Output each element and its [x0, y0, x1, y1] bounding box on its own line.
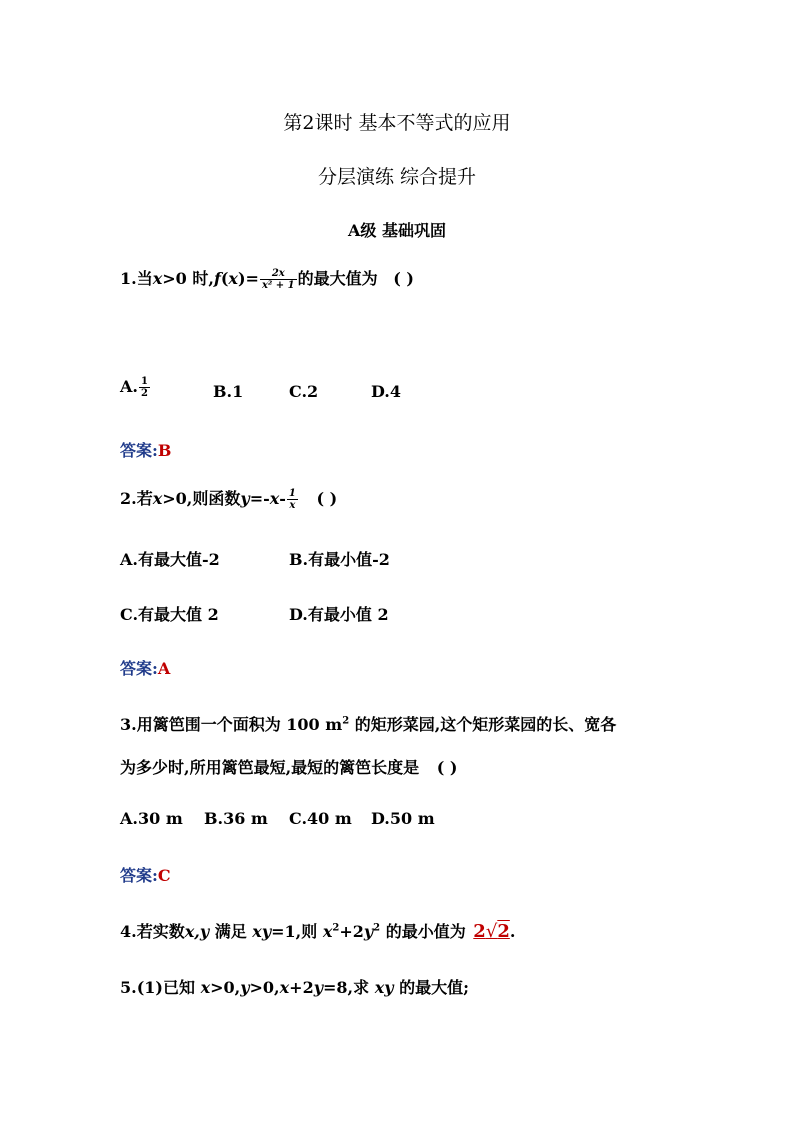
- q2-fraction: [287, 488, 298, 511]
- q4-product: xy: [252, 922, 272, 941]
- q1-text-1: 当: [136, 269, 153, 288]
- q1-var-x: x: [152, 269, 163, 288]
- q1-text-4: )=: [237, 269, 259, 288]
- q2-text-4: -: [279, 489, 286, 508]
- q3-option-c: C.40 m: [289, 809, 352, 828]
- q5-text-4: +2: [289, 978, 314, 997]
- q4-vars: x,y: [184, 922, 210, 941]
- q3-text-1b: 的矩形菜园,这个矩形菜园的长、宽各: [349, 715, 617, 734]
- q5-text-1: (1)已知: [136, 978, 201, 997]
- q1-func-f: f: [213, 269, 221, 288]
- level-heading: A级 基础巩固: [348, 221, 446, 240]
- q3-answer: [120, 863, 171, 886]
- q5-text-5: =8,求: [323, 978, 375, 997]
- q4-text-4: +2: [339, 922, 364, 941]
- q2-number: 2.: [120, 489, 137, 508]
- q1-option-c: C.2: [289, 382, 319, 401]
- q3-option-a: A.30 m: [120, 809, 183, 828]
- q4-radical-icon: √: [485, 921, 498, 942]
- q1-frac-numerator: 2x: [260, 268, 297, 280]
- question-3-line-1: [120, 712, 616, 735]
- page-title: 第2课时 基本不等式的应用: [283, 112, 511, 134]
- q2-option-a: A.有最大值-2: [120, 550, 220, 569]
- q3-text-2: 为多少时,所用篱笆最短,最短的篱笆长度是: [120, 758, 420, 777]
- q2-option-b: B.有最小值-2: [289, 550, 390, 569]
- question-4: 4.若实数x,y 满足 xy=1,则 $x^2+2y^2$ 的最小值为 2√2.: [120, 921, 516, 942]
- q4-end: .: [509, 922, 516, 941]
- q1-answer: [120, 438, 171, 461]
- q1-option-a-num: 1: [140, 376, 148, 387]
- q3-option-d: D.50 m: [371, 809, 435, 828]
- q2-var-x: x: [152, 489, 163, 508]
- q2-answer-label: 答案:: [120, 659, 158, 678]
- q2-answer: [120, 656, 170, 679]
- question-3-line-2: [120, 755, 457, 778]
- q4-var-y: y: [363, 922, 374, 941]
- page-subtitle: 分层演练 综合提升: [317, 166, 477, 188]
- q2-option-d: D.有最小值 2: [289, 605, 389, 624]
- q1-answer-label: 答案:: [120, 441, 158, 460]
- q3-option-b: B.36 m: [204, 809, 268, 828]
- q1-fraction: [260, 268, 297, 291]
- q4-answer-coef: 2: [473, 921, 486, 942]
- q4-text-3: =1,则: [271, 922, 323, 941]
- q5-var-y2: y: [313, 978, 324, 997]
- q1-option-d: D.4: [371, 382, 402, 401]
- q1-number: 1.: [120, 269, 137, 288]
- q1-answer-blank: ( ): [393, 269, 414, 288]
- q4-answer: [473, 921, 510, 942]
- q1-option-a: [120, 376, 151, 399]
- q4-var-x: x: [322, 922, 333, 941]
- q3-answer-value: C: [157, 866, 171, 885]
- q3-text-1: 3.用篱笆围一个面积为 100 m: [120, 715, 343, 734]
- q1-answer-value: B: [157, 441, 172, 460]
- q3-superscript: 2: [342, 715, 350, 727]
- q2-text-1: 若: [136, 489, 153, 508]
- q4-number: 4.: [120, 922, 137, 941]
- q1-option-a-fraction: [139, 376, 150, 399]
- q3-answer-label: 答案:: [120, 866, 158, 885]
- q4-text-5: 的最小值为: [380, 922, 466, 941]
- q2-var-x2: x: [269, 489, 280, 508]
- q4-answer-radicand: 2: [497, 921, 510, 942]
- q2-text-3: =-: [249, 489, 270, 508]
- q2-option-c: C.有最大值 2: [120, 605, 219, 624]
- question-2: [120, 486, 337, 511]
- q2-frac-denominator: x: [289, 500, 296, 511]
- q2-frac-numerator: 1: [288, 488, 296, 499]
- q5-product: xy: [374, 978, 394, 997]
- q4-text-1: 若实数: [136, 922, 185, 941]
- q1-frac-denominator: x² + 1: [261, 280, 295, 291]
- q5-var-x1: x: [200, 978, 211, 997]
- q1-option-b: B.1: [213, 382, 244, 401]
- q3-answer-blank: ( ): [436, 758, 458, 777]
- question-1: [120, 266, 414, 291]
- q2-var-y: y: [240, 489, 250, 508]
- q5-text-2: >0,: [210, 978, 241, 997]
- q1-text-2: >0 时,: [162, 269, 214, 288]
- q5-text-3: >0,: [249, 978, 280, 997]
- question-5: [120, 975, 469, 998]
- q1-option-a-label: A.: [120, 377, 138, 396]
- q5-var-y1: y: [240, 978, 250, 997]
- q5-text-6: 的最大值;: [393, 978, 470, 997]
- q2-answer-blank: ( ): [316, 489, 338, 508]
- q5-number: 5.: [120, 978, 137, 997]
- q2-answer-value: A: [157, 659, 171, 678]
- q1-option-a-den: 2: [140, 388, 148, 399]
- q1-text-3: (: [220, 269, 229, 288]
- q1-func-arg: x: [228, 269, 238, 288]
- q1-text-5: 的最大值为: [297, 269, 378, 288]
- q2-text-2: >0,则函数: [162, 489, 241, 508]
- q4-text-2: 满足: [209, 922, 253, 941]
- q5-var-x2: x: [279, 978, 290, 997]
